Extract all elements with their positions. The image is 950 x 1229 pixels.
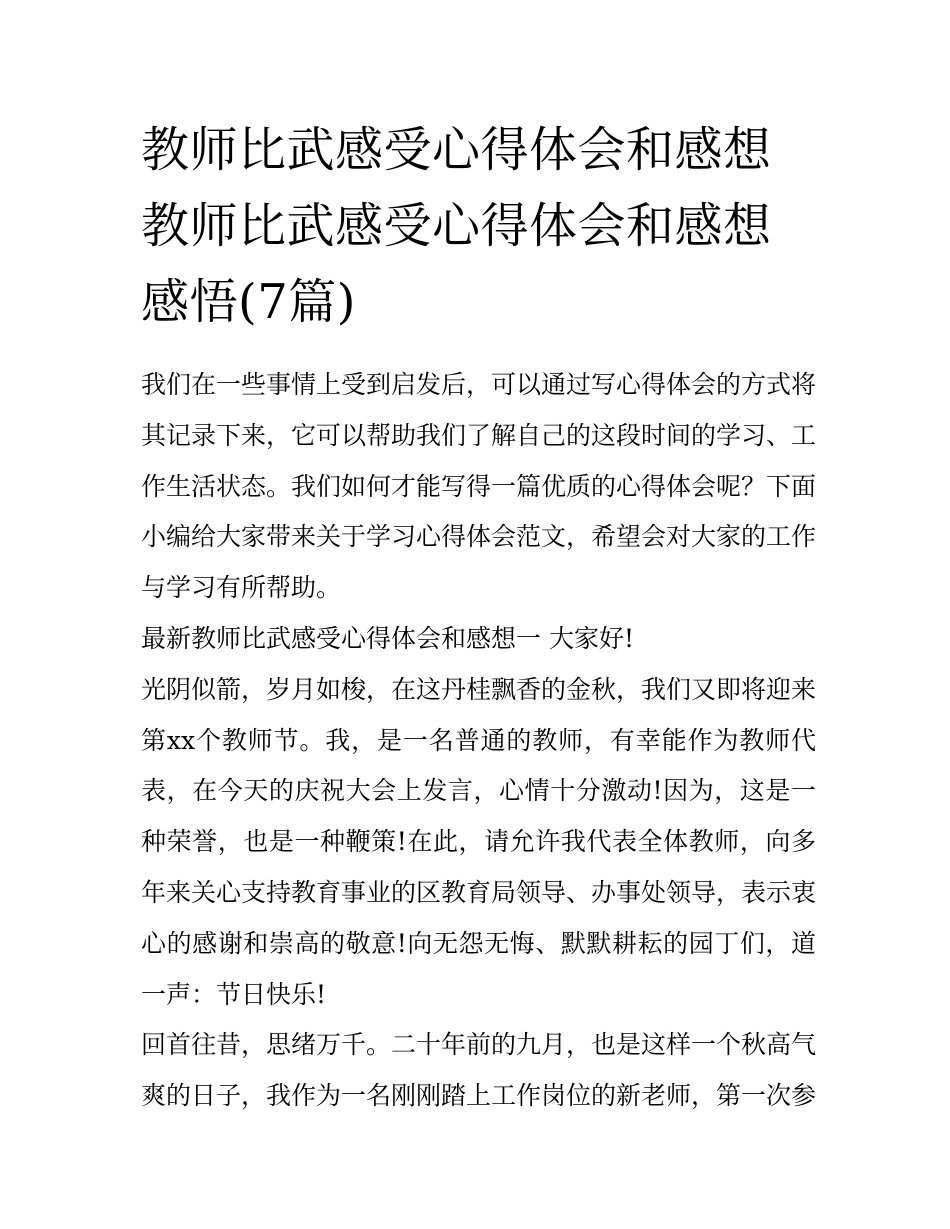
intro-paragraph: 我们在一些事情上受到启发后，可以通过写心得体会的方式将其记录下来，它可以帮助我们了解自己的这段时间的学习、工作生活状态。我们如何才能写得一篇优质的心得体会呢？下面小编给大家带来关于学习心得体会范文，希望会对大家的工作与学习有所帮助。	[141, 370, 817, 603]
document-body	[141, 112, 816, 1122]
body-paragraph: 回首往昔，思绪万千。二十年前的九月，也是这样一个秋高气爽的日子，我作为一名刚刚踏上工作岗位的新老师，第一次参	[141, 1030, 817, 1111]
section-heading-paragraph: 最新教师比武感受心得体会和感想一 大家好!	[141, 623, 634, 653]
body-paragraph: 光阴似箭，岁月如梭，在这丹桂飘香的金秋，我们又即将迎来第xx个教师节。我，是一名普通的教师，有幸能作为教师代表，在今天的庆祝大会上发言，心情十分激动!因为，这是一种荣誉，也是一种鞭策!在此，请允许我代表全体教师，向多年来关心支持教育事业的区教育局领导、办事处领导，表示衷心的感谢和崇高的敬意!向无怨无悔、默默耕耘的园丁们，道一声：节日快乐!	[141, 674, 817, 1009]
document-title: 教师比武感受心得体会和感想教师比武感受心得体会和感想感悟(7篇)	[141, 122, 772, 330]
